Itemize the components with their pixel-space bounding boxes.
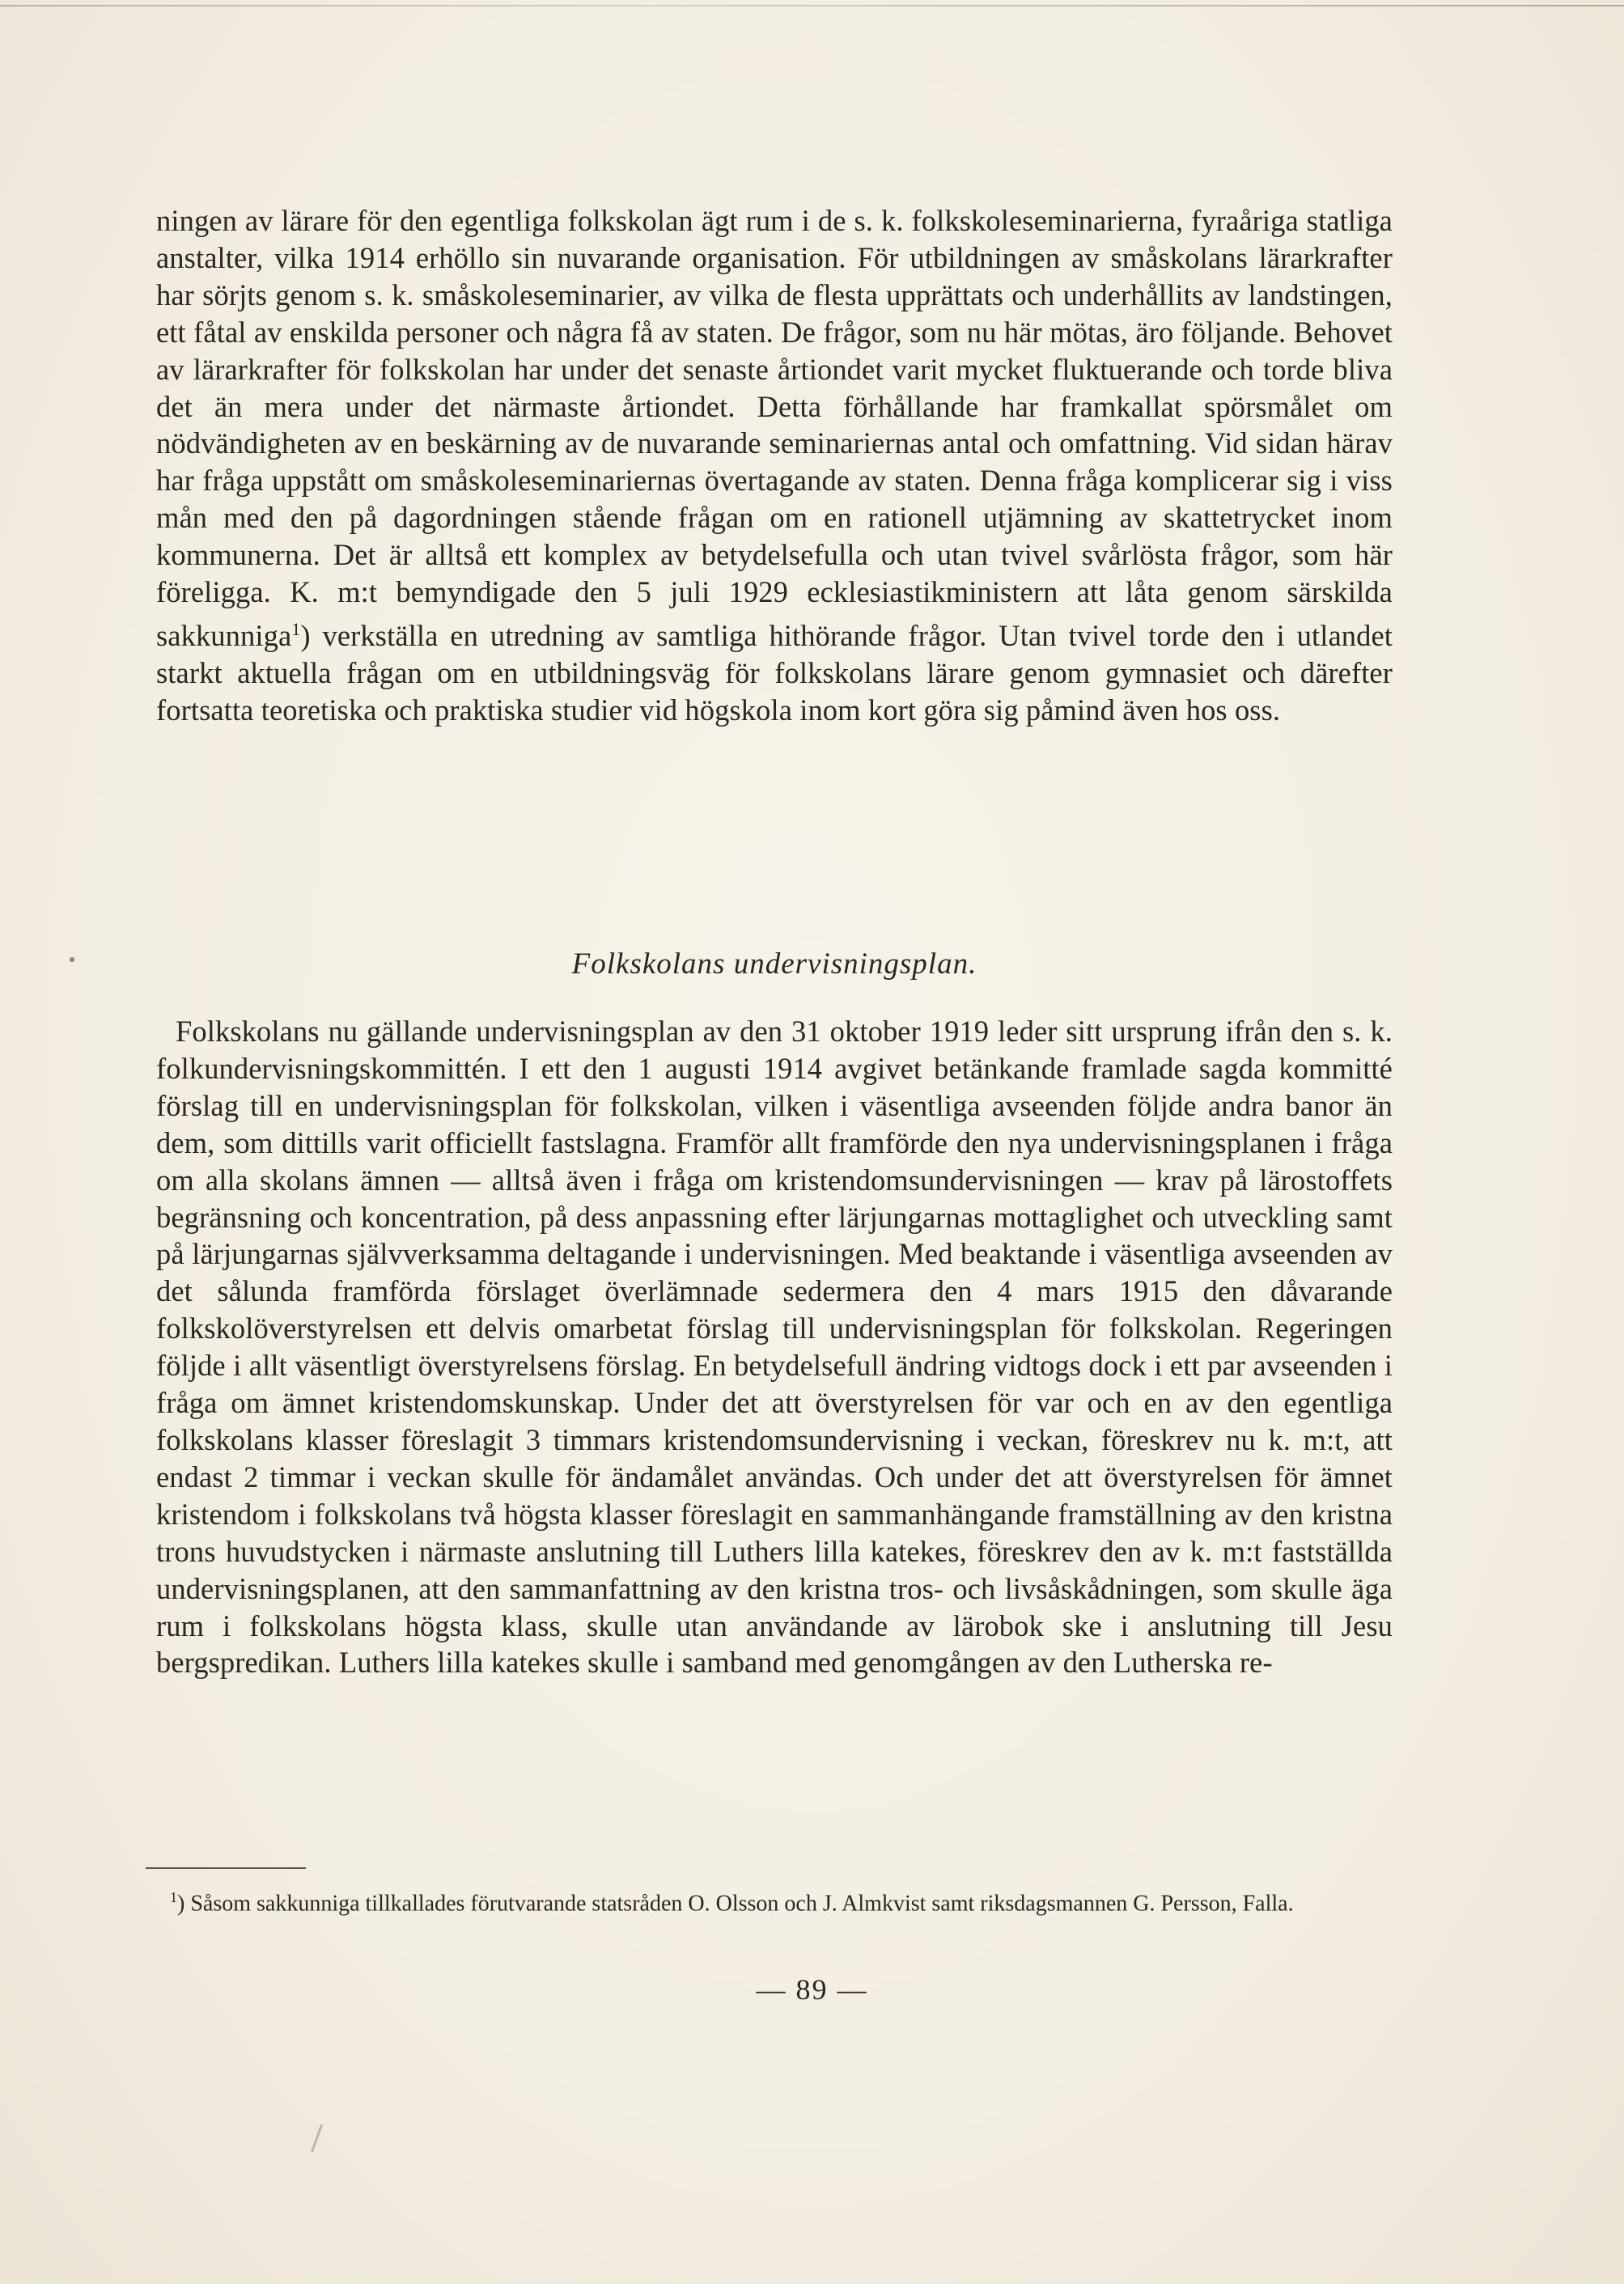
paragraph-1-continuation: ) verkställa en utredning av samtliga hithörande frågor. Utan tvivel torde den i utlandet starkt aktuella frågan om en utbildningsväg för folkskolans lärare genom gymnasiet och därefter fortsatta teoretiska och praktiska studier vid högskola inom kort göra sig påmind även hos oss.: [156, 619, 1393, 727]
section-heading: Folkskolans undervisningsplan.: [571, 947, 977, 981]
footnote: [146, 1881, 1397, 1920]
paragraph-2-text: Folkskolans nu gällande undervisningsplan av den 31 oktober 1919 leder sitt ursprung ifrån den s. k. folkundervisningskommittén. I ett den 1 augusti 1914 avgivet betänkande framlade sagda kommitté förslag till en undervisningsplan för folkskolan, vilken i väsentliga avseenden följde andra banor än dem, som dittills varit officiellt fastslagna. Framför allt framförde den nya undervisningsplanen i fråga om alla skolans ämnen — alltså även i fråga om kristendomsundervisningen — krav på lärostoffets begränsning och koncentration, på dess anpassning efter lärjungarnas mottaglighet och utveckling samt på lärjungarnas självverksamma deltagande i undervisningen. Med beaktande i väsentliga avseenden av det sålunda framförda förslaget överlämnade sedermera den 4 mars 1915 den dåvarande folkskolöverstyrelsen ett delvis omarbetat förslag till undervisningsplan för folkskolan. Regeringen följde i allt väsentligt överstyrelsens förslag. En betydelsefull ändring vidtogs dock i ett par avseenden i fråga om ämnet kristendomskunskap. Under det att överstyrelsen för var och en av den egentliga folkskolans klasser föreslagit 3 timmars kristendomsundervisning i veckan, föreskrev nu k. m:t, att endast 2 timmar i veckan skulle för ändamålet användas. Och under det att överstyrelsen för ämnet kristendom i folkskolans två högsta klasser föreslagit en sammanhängande framställning av den kristna trons huvudstycken i närmaste anslutning till Luthers lilla katekes, föreskrev den av k. m:t fastställda undervisningsplanen, att den sammanfattning av den kristna tros- och livsåskådningen, som skulle äga rum i folkskolans högsta klass, skulle utan användande av lärobok ske i anslutning till Jesu bergspredikan. Luthers lilla katekes skulle i samband med genomgången av den Lutherska re-: [156, 1015, 1393, 1680]
body-paragraph-2: [156, 1013, 1393, 1681]
page-number: — 89 —: [756, 1973, 868, 2006]
margin-dot: [70, 957, 74, 962]
footnote-divider: [146, 1867, 306, 1869]
footnote-mark: 1: [170, 1889, 177, 1905]
paragraph-1-text: ningen av lärare för den egentliga folkskolan ägt rum i de s. k. folkskoleseminarierna, fyraåriga statliga anstalter, vilka 1914 erhöllo sin nuvarande organisation. För utbildningen av småskolans lärarkrafter har sörjts genom s. k. småskoleseminarier, av vilka de flesta upprättats och underhållits av landstingen, ett fåtal av enskilda personer och några få av staten. De frågor, som nu här mötas, äro följande. Behovet av lärarkrafter för folkskolan har under det senaste årtiondet varit mycket fluktuerande och torde bliva det än mera under det närmaste årtiondet. Detta förhållande har framkallat spörsmålet om nödvändigheten av en beskärning av de nuvarande seminariernas antal och omfattning. Vid sidan härav har fråga uppstått om småskoleseminariernas övertagande av staten. Denna fråga komplicerar sig i viss mån med den på dagordningen stående frågan om en rationell utjämning av skattetrycket inom kommunerna. Det är alltså ett komplex av betydelsefulla och utan tvivel svårlösta frågor, som här föreligga. K. m:t bemyndigade den 5 juli 1929 ecklesiastikministern att låta genom särskilda sakkunniga: [156, 204, 1393, 653]
footnote-text: ) Såsom sakkunniga tillkallades förutvarande statsråden O. Olsson och J. Almkvist samt riksdagsmannen G. Persson, Falla.: [177, 1891, 1294, 1917]
stray-pencil-mark: [311, 2125, 323, 2153]
body-paragraph-1: [156, 202, 1393, 729]
top-edge-rule: [0, 5, 1624, 6]
footnote-reference: 1: [291, 618, 301, 639]
